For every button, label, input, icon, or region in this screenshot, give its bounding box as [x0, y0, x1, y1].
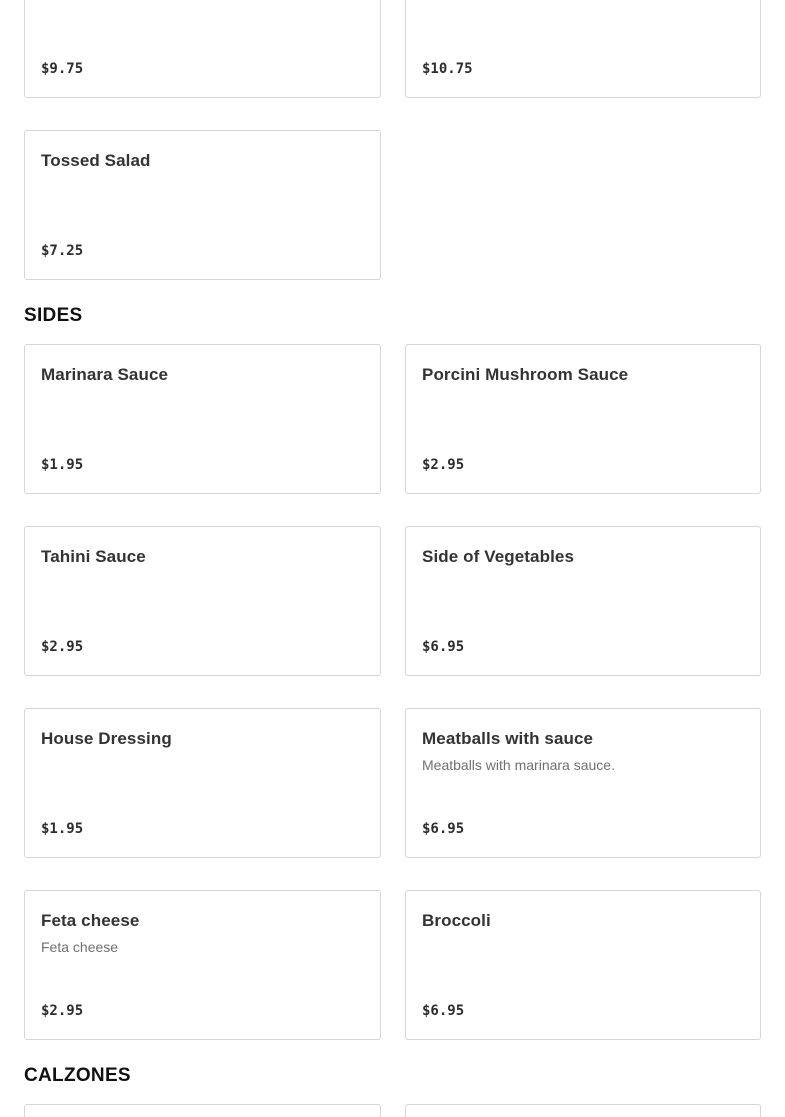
menu-item-price: $2.95	[422, 457, 465, 473]
menu-item-card-porcini-mushroom-sauce[interactable]	[405, 344, 761, 494]
section-heading-calzones: CALZONES	[24, 1065, 131, 1086]
menu-item-name: Marinara Sauce	[41, 365, 169, 384]
menu-item-price: $2.95	[41, 1003, 84, 1019]
menu-item-card[interactable]	[405, 1104, 761, 1117]
menu-item-card[interactable]	[24, 0, 381, 98]
menu-item-name: Porcini Mushroom Sauce	[422, 365, 629, 384]
menu-item-description: Feta cheese	[41, 939, 119, 955]
menu-item-card[interactable]	[24, 1104, 381, 1117]
menu-item-name: Meatballs with sauce	[422, 729, 594, 748]
menu-item-name: Tahini Sauce	[41, 547, 146, 566]
menu-item-name: Feta cheese	[41, 911, 140, 930]
menu-item-name: Broccoli	[422, 911, 491, 930]
menu-item-card-marinara-sauce[interactable]	[24, 344, 381, 494]
menu-item-card-meatballs-with-sauce[interactable]	[405, 708, 761, 858]
menu-item-card-house-dressing[interactable]	[24, 708, 381, 858]
menu-item-price: $9.75	[41, 61, 84, 77]
menu-item-name: Side of Vegetables	[422, 547, 575, 566]
menu-item-price: $2.95	[41, 639, 84, 655]
menu-item-card-broccoli[interactable]	[405, 890, 761, 1040]
menu-item-price: $1.95	[41, 821, 84, 837]
menu-item-price: $6.95	[422, 821, 465, 837]
menu-item-card-tahini-sauce[interactable]	[24, 526, 381, 676]
menu-item-price: $10.75	[422, 61, 473, 77]
menu-item-card-tossed-salad[interactable]	[24, 130, 381, 280]
menu-item-card-feta-cheese[interactable]	[24, 890, 381, 1040]
menu-item-price: $6.95	[422, 1003, 465, 1019]
menu-item-card-side-of-vegetables[interactable]	[405, 526, 761, 676]
menu-item-price: $1.95	[41, 457, 84, 473]
menu-item-card[interactable]	[405, 0, 761, 98]
menu-item-name: House Dressing	[41, 729, 172, 748]
menu-item-price: $7.25	[41, 243, 84, 259]
section-heading-sides: SIDES	[24, 305, 83, 326]
menu-item-name: Tossed Salad	[41, 151, 151, 170]
menu-item-price: $6.95	[422, 639, 465, 655]
menu-item-description: Meatballs with marinara sauce.	[422, 757, 615, 773]
